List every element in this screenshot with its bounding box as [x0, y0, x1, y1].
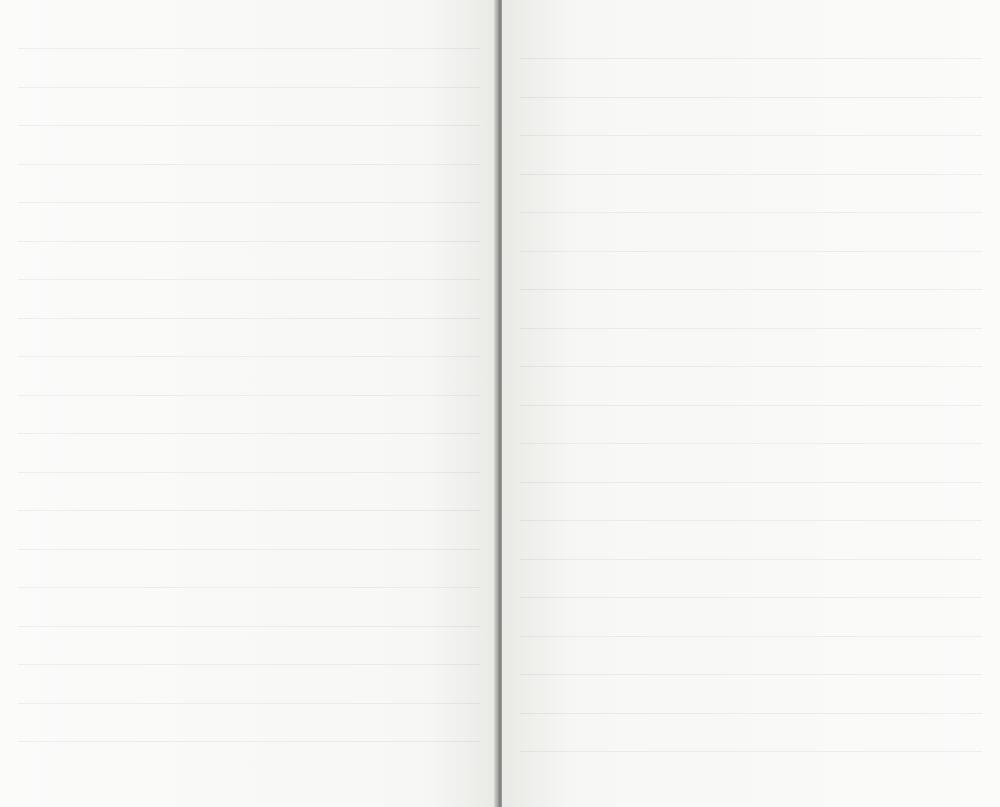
- right-page-text: [528, 14, 974, 793]
- right-page: [502, 0, 1000, 807]
- left-page: [0, 0, 498, 807]
- left-page-text: [26, 14, 472, 793]
